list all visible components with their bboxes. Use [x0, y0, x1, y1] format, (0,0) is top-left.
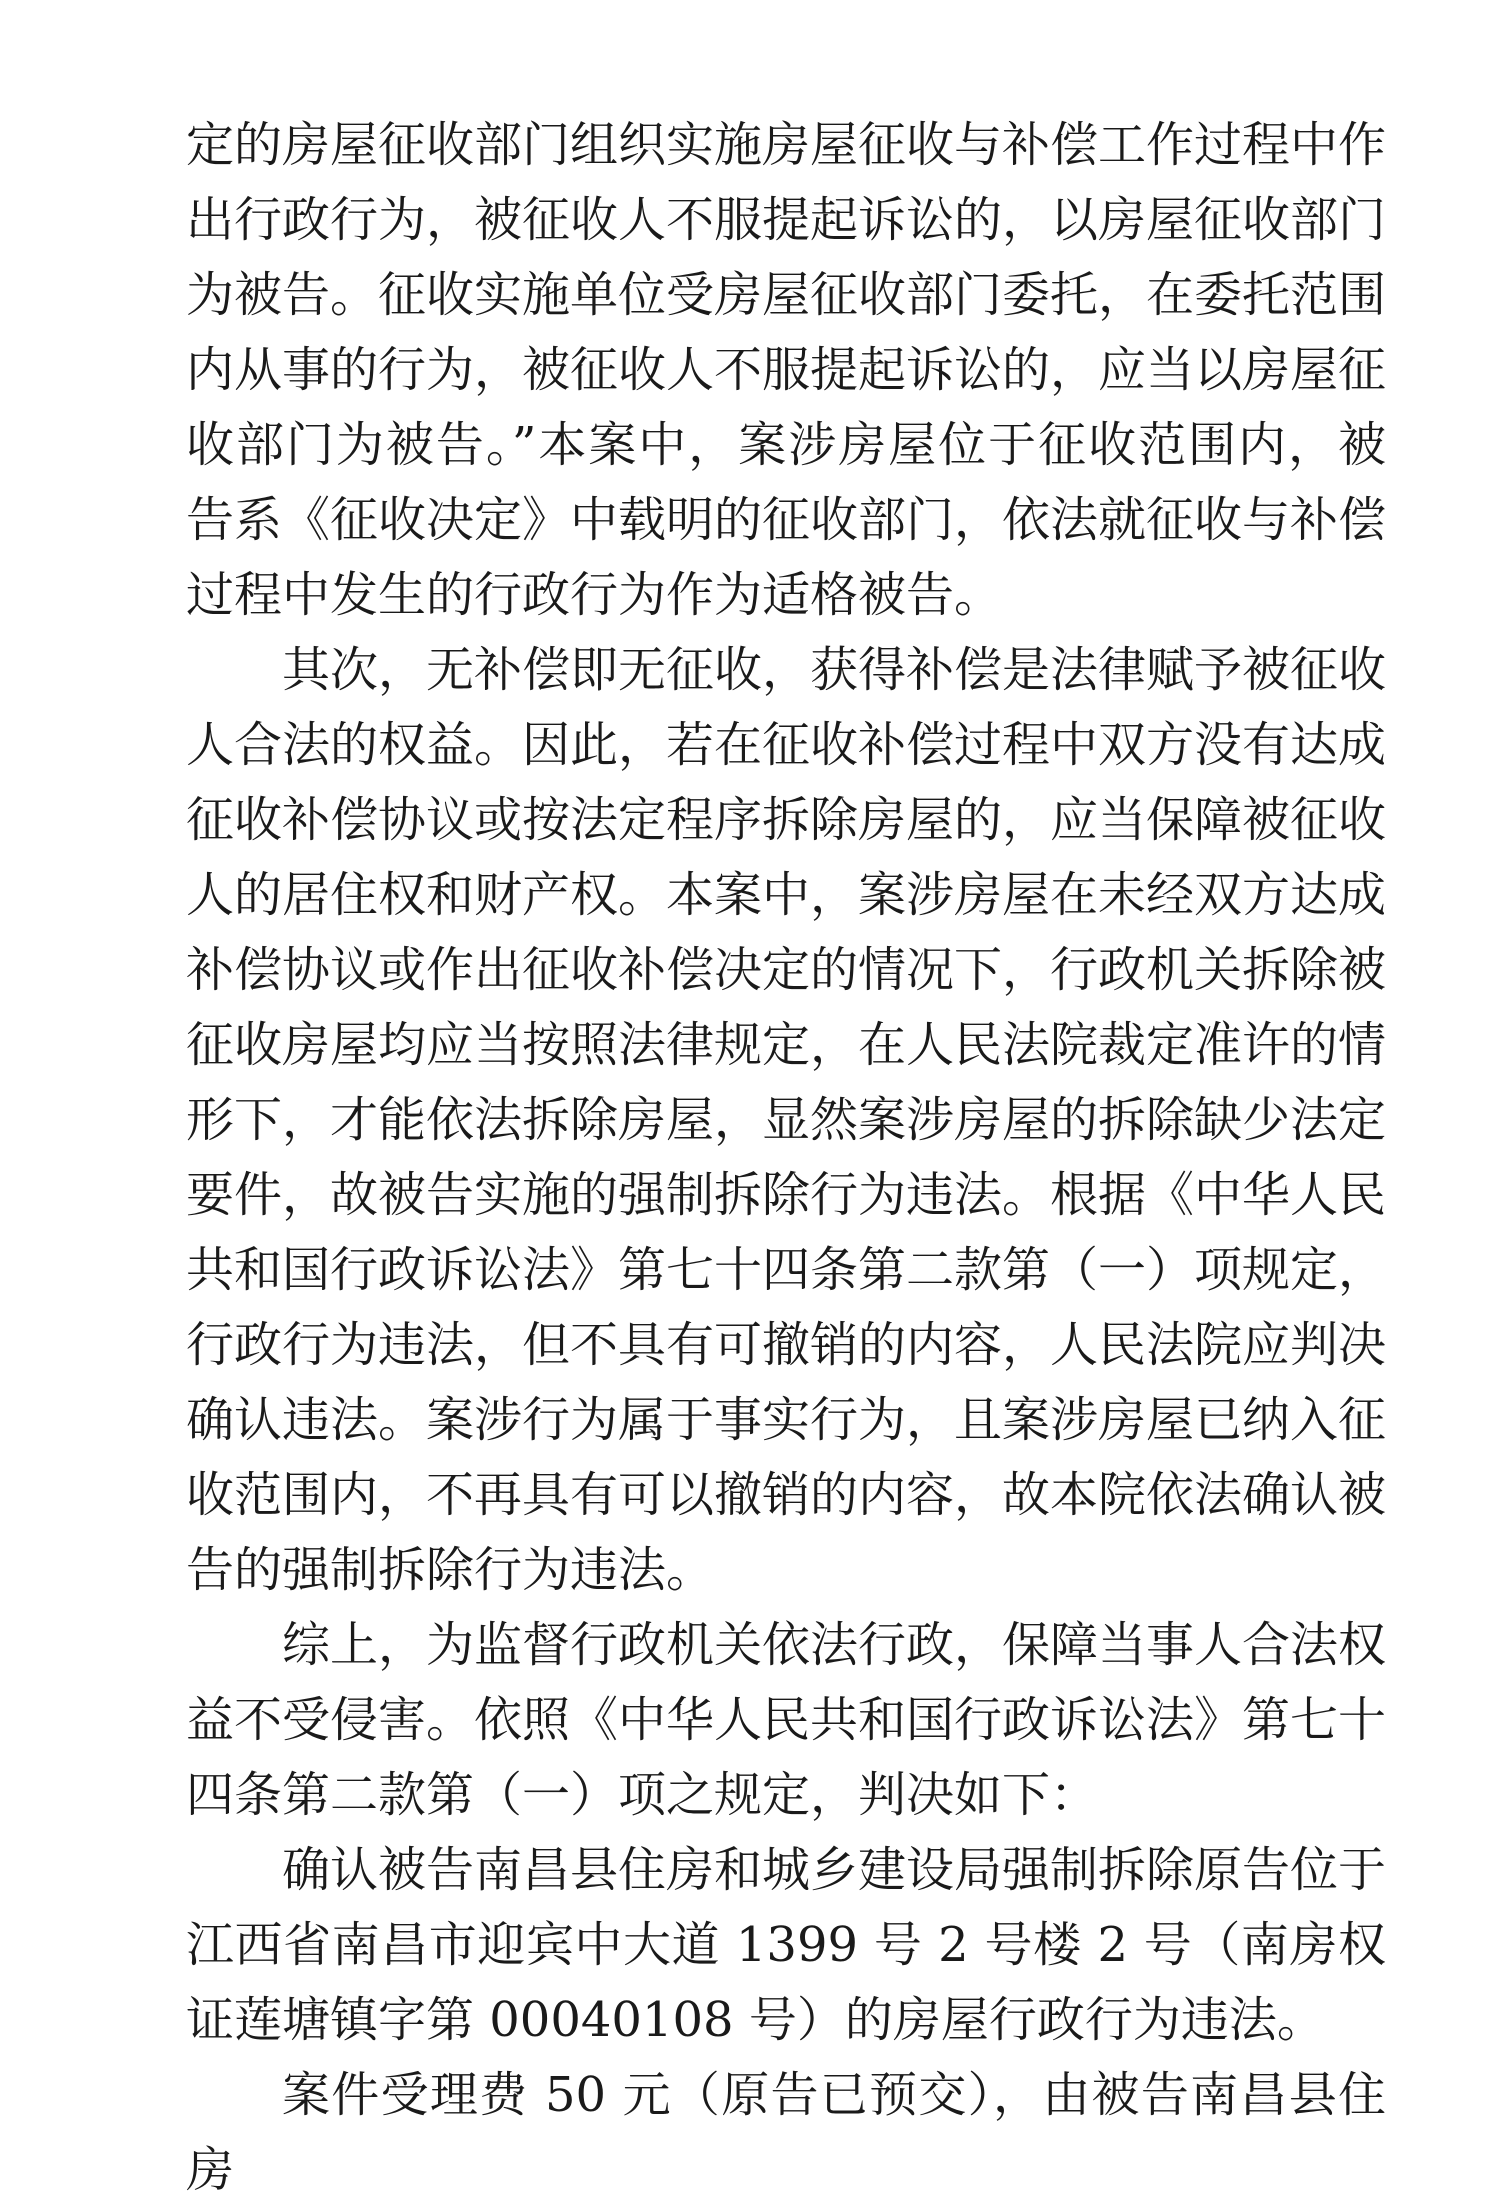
- document-body: [186, 108, 1386, 2208]
- paragraph-judgment: 确认被告南昌县住房和城乡建设局强制拆除原告位于江西省南昌市迎宾中大道 1399 号 2 号楼 2 号（南房权证莲塘镇字第 00040108 号）的房屋行政行为违法。: [186, 1842, 1387, 2048]
- paragraph-continued: 定的房屋征收部门组织实施房屋征收与补偿工作过程中作出行政行为，被征收人不服提起诉讼的，以房屋征收部门为被告。征收实施单位受房屋征收部门委托，在委托范围内从事的行为，被征收人不服提起诉讼的，应当以房屋征收部门为被告。”本案中，案涉房屋位于征收范围内，被告系《征收决定》中载明的征收部门，依法就征收与补偿过程中发生的行政行为作为适格被告。: [186, 117, 1387, 623]
- paragraph-conclusion: 综上，为监督行政机关依法行政，保障当事人合法权益不受侵害。依照《中华人民共和国行政诉讼法》第七十四条第二款第（一）项之规定，判决如下：: [186, 1617, 1387, 1823]
- paragraph-compensation: 其次，无补偿即无征收，获得补偿是法律赋予被征收人合法的权益。因此，若在征收补偿过程中双方没有达成征收补偿协议或按法定程序拆除房屋的，应当保障被征收人的居住权和财产权。本案中，案涉房屋在未经双方达成补偿协议或作出征收补偿决定的情况下，行政机关拆除被征收房屋均应当按照法律规定，在人民法院裁定准许的情形下，才能依法拆除房屋，显然案涉房屋的拆除缺少法定要件，故被告实施的强制拆除行为违法。根据《中华人民共和国行政诉讼法》第七十四条第二款第（一）项规定，行政行为违法，但不具有可撤销的内容，人民法院应判决确认违法。案涉行为属于事实行为，且案涉房屋已纳入征收范围内，不再具有可以撤销的内容，故本院依法确认被告的强制拆除行为违法。: [186, 642, 1387, 1598]
- paragraph-fee: 案件受理费 50 元（原告已预交），由被告南昌县住房: [186, 2067, 1386, 2198]
